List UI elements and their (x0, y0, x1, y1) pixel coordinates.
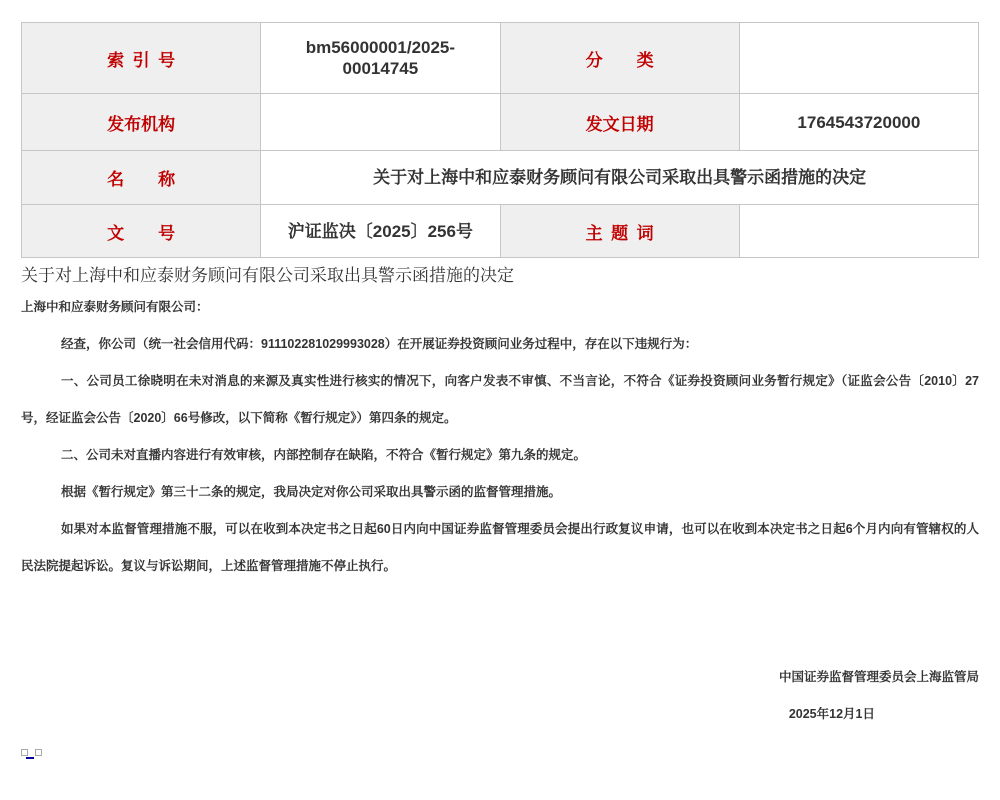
broken-image-icon[interactable] (35, 749, 42, 756)
signature-date: 2025年12月1日 (788, 707, 875, 721)
salutation: 上海中和应泰财务顾问有限公司： (21, 300, 209, 314)
document-title: 关于对上海中和应泰财务顾问有限公司采取出具警示函措施的决定 (21, 266, 514, 285)
meta-issue-date-value: 1764543720000 (739, 94, 978, 151)
document-body (21, 289, 979, 733)
table-row (22, 151, 979, 205)
meta-name-label: 名 称 (22, 151, 261, 205)
meta-name-value: 关于对上海中和应泰财务顾问有限公司采取出具警示函措施的决定 (261, 151, 979, 205)
paragraph: 根据《暂行规定》第三十二条的规定，我局决定对你公司采取出具警示函的监督管理措施。 (61, 485, 562, 499)
signature-org: 中国证券监督管理委员会上海监管局 (778, 670, 979, 684)
share-links[interactable] (21, 749, 61, 761)
paragraph: 如果对本监督管理措施不服，可以在收到本决定书之日起60日内向中国证券监督管理委员会提出行政复议申请，也可以在收到本决定书之日起6个月内向有管辖权的人民法院提起诉讼。复议与诉讼期间，上述监督管理措施不停止执行。 (21, 522, 979, 573)
paragraph: 一、公司员工徐晓明在未对消息的来源及真实性进行核实的情况下，向客户发表不审慎、不当言论，不符合《证券投资顾问业务暂行规定》（证监会公告〔2010〕27号，经证监会公告〔2020〕66号修改，以下简称《暂行规定》）第四条的规定。 (21, 374, 979, 425)
paragraph: 二、公司未对直播内容进行有效审核，内部控制存在缺陷，不符合《暂行规定》第九条的规定。 (61, 448, 587, 462)
page (0, 22, 1000, 800)
table-row (22, 94, 979, 151)
meta-agency-value (261, 94, 500, 151)
paragraph: 经查，你公司（统一社会信用代码：911102281029993028）在开展证券投资顾问业务过程中，存在以下违规行为： (61, 337, 698, 351)
document-meta-table (21, 22, 979, 258)
meta-issue-date-label: 发文日期 (500, 94, 739, 151)
broken-image-icon[interactable] (21, 749, 28, 756)
signature-block (21, 659, 979, 733)
meta-category-label: 分 类 (500, 23, 739, 94)
meta-doc-number-label: 文 号 (22, 205, 261, 258)
meta-subject-label: 主 题 词 (500, 205, 739, 258)
meta-doc-number-value: 沪证监决〔2025〕256号 (261, 205, 500, 258)
meta-agency-label: 发布机构 (22, 94, 261, 151)
meta-index-label: 索 引 号 (22, 23, 261, 94)
table-row (22, 205, 979, 258)
link-underline (26, 757, 34, 759)
meta-subject-value (739, 205, 978, 258)
table-row (22, 23, 979, 94)
meta-index-value: bm56000001/2025-00014745 (261, 23, 500, 94)
meta-category-value (739, 23, 978, 94)
